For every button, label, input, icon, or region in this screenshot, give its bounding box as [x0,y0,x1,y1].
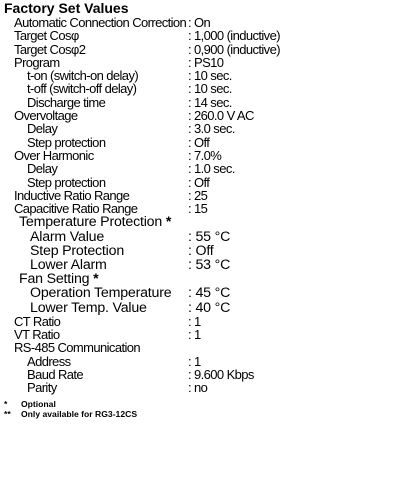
factory-set-values-sheet [4,0,404,419]
setting-label: Automatic Connection Correction [14,15,187,30]
setting-row [4,122,404,135]
setting-label: Discharge time [27,94,106,110]
setting-value: : 3.0 sec. [188,121,235,137]
setting-label: Alarm Value [30,228,105,245]
setting-row [4,258,404,272]
setting-row [4,69,404,82]
setting-value: : 260.0 V AC [188,108,254,124]
setting-label: Delay [27,161,58,177]
setting-label: RS-485 Communication [14,340,141,356]
setting-row [4,301,404,315]
setting-value: : 9.600 Kbps [188,366,254,382]
setting-label: Address [27,353,71,369]
setting-value: : 10 sec. [188,81,232,97]
setting-label: Target Cosφ [14,28,79,44]
setting-value: : On [188,15,211,30]
setting-label-text: Temperature Protection [19,214,163,231]
setting-row [4,272,404,286]
setting-value: : 55 °C [188,228,231,245]
footnote [4,399,404,409]
setting-value: : 0,900 (inductive) [188,41,280,57]
setting-label: t-on (switch-on delay) [27,68,139,84]
setting-value: : Off [188,174,210,190]
setting-value: : 45 °C [188,285,231,302]
setting-row [4,136,404,149]
setting-label: Step protection [27,174,106,190]
setting-value: : 7.0% [188,147,222,163]
setting-value: : Off [188,242,214,259]
setting-row [4,109,404,122]
setting-label: Lower Temp. Value [30,299,147,316]
setting-label: Step protection [27,134,106,150]
setting-value: : 14 sec. [188,94,232,110]
footnote-marker: ** [4,408,11,419]
setting-label: t-off (switch-off delay) [27,81,137,97]
setting-label: Overvoltage [14,108,78,124]
setting-value: : 1 [188,353,201,369]
setting-row [4,315,404,328]
setting-row [4,341,404,354]
setting-row [4,16,404,29]
setting-row [4,215,404,229]
setting-label: Over Harmonic [14,147,94,163]
setting-label [4,215,171,229]
setting-row [4,176,404,189]
setting-row [4,29,404,42]
setting-label: Step Protection [30,242,125,259]
setting-label: Inductive Ratio Range [14,187,130,203]
setting-label: VT Ratio [14,327,60,343]
optional-marker: * [93,271,99,288]
setting-label: Target Cosφ2 [14,41,86,57]
setting-value: : 10 sec. [188,68,232,84]
setting-value: : 1.0 sec. [188,161,235,177]
footnote [4,409,404,419]
setting-value: : 25 [188,187,208,203]
setting-label [4,272,98,286]
setting-value: : 15 [188,201,208,217]
setting-label: Parity [27,380,57,396]
setting-label: Capacitive Ratio Range [14,201,138,217]
footnotes [4,399,404,419]
setting-row [4,244,404,258]
setting-row [4,381,404,394]
setting-row [4,189,404,202]
setting-row [4,149,404,162]
setting-row [4,355,404,368]
setting-row [4,82,404,95]
setting-label: Operation Temperature [30,285,172,302]
setting-row [4,56,404,69]
setting-row [4,328,404,341]
setting-row [4,286,404,300]
optional-marker: * [165,214,172,231]
setting-label: Baud Rate [27,366,84,382]
setting-label: Delay [27,121,58,137]
footnote-text: Optional [21,398,56,409]
setting-value: : 1,000 (inductive) [188,28,280,44]
setting-row [4,202,404,215]
setting-value: : PS10 [188,54,224,70]
setting-row [4,43,404,56]
setting-value: : 53 °C [188,257,231,274]
setting-label: Program [14,54,60,70]
setting-value: : 1 [188,327,201,343]
setting-row [4,230,404,244]
setting-value: : no [188,380,208,396]
setting-row [4,162,404,175]
footnote-marker: * [4,398,8,409]
page-title: Factory Set Values [4,0,129,16]
footnote-text: Only available for RG3-12CS [21,408,138,419]
setting-value: : 40 °C [188,299,231,316]
setting-value: : Off [188,134,210,150]
setting-row [4,96,404,109]
setting-label: CT Ratio [14,313,61,329]
setting-row [4,368,404,381]
setting-value: : 1 [188,313,201,329]
setting-label-text: Fan Setting [19,271,90,288]
settings-list [4,16,404,395]
setting-label: Lower Alarm [30,257,107,274]
